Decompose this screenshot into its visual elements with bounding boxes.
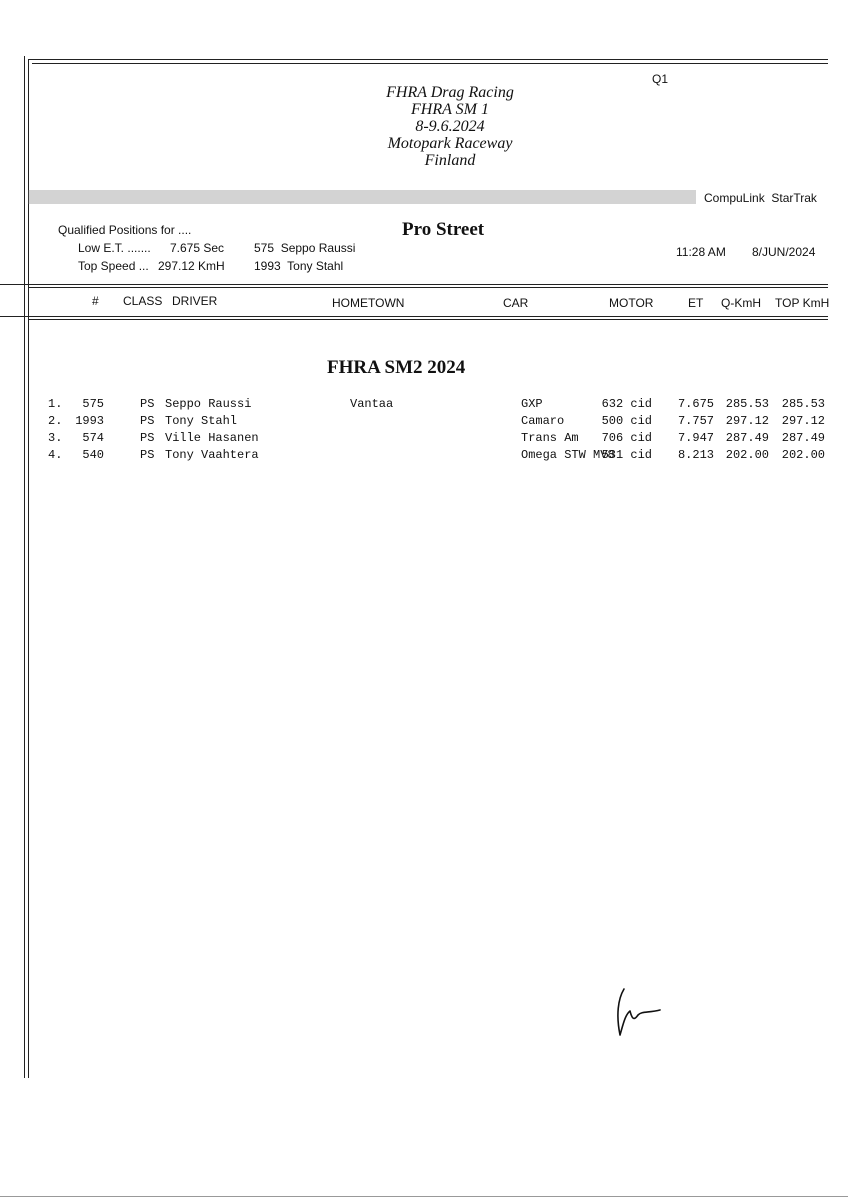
car-model: Omega STW MV8 — [521, 448, 615, 462]
top-speed-holder: 1993 Tony Stahl — [254, 259, 344, 273]
driver-name: Tony Vaahtera — [165, 448, 259, 462]
col-header-top-kmh: TOP KmH — [775, 296, 830, 310]
header-rule-top — [0, 284, 828, 285]
car-number: 1993 — [75, 414, 104, 428]
class-title: Pro Street — [402, 219, 485, 240]
qualifying-speed: 202.00 — [725, 448, 769, 462]
qualifying-speed: 287.49 — [725, 431, 769, 445]
qualifying-speed: 285.53 — [725, 397, 769, 411]
event-venue: Motopark Raceway — [387, 135, 513, 152]
position: 1. — [48, 397, 63, 411]
event-title-block — [300, 84, 600, 169]
driver-name: Tony Stahl — [165, 414, 238, 428]
position: 3. — [48, 431, 63, 445]
section-title: FHRA SM2 2024 — [327, 357, 466, 378]
class-code: PS — [140, 431, 155, 445]
motor: 632 cid — [601, 397, 652, 411]
top-speed: 297.12 — [781, 414, 825, 428]
top-speed: 287.49 — [781, 431, 825, 445]
session-label: Q1 — [652, 72, 669, 86]
top-border — [28, 59, 828, 60]
top-speed: 202.00 — [781, 448, 825, 462]
low-et-label: Low E.T. ....... — [78, 241, 151, 255]
top-speed-label: Top Speed ... — [78, 259, 149, 273]
class-code: PS — [140, 448, 155, 462]
table-row — [0, 431, 848, 449]
col-header-class: CLASS — [123, 294, 163, 308]
motor: 500 cid — [601, 414, 652, 428]
elapsed-time: 7.947 — [677, 431, 714, 445]
col-header-et: ET — [688, 296, 704, 310]
header-rule-bottom-inner — [28, 319, 828, 320]
event-country: Finland — [424, 152, 476, 169]
col-header-motor: MOTOR — [609, 296, 654, 310]
event-series: FHRA SM 1 — [411, 101, 489, 118]
top-speed-value: 297.12 KmH — [158, 259, 225, 273]
col-header-qkmh: Q-KmH — [721, 296, 761, 310]
qualified-heading: Qualified Positions for .... — [58, 223, 192, 237]
col-header-number: # — [92, 294, 99, 308]
class-code: PS — [140, 397, 155, 411]
col-header-car: CAR — [503, 296, 529, 310]
car-model: GXP — [521, 397, 543, 411]
bottom-page-rule — [0, 1196, 848, 1197]
elapsed-time: 8.213 — [677, 448, 714, 462]
driver-name: Ville Hasanen — [165, 431, 259, 445]
driver-name: Seppo Raussi — [165, 397, 252, 411]
motor: 531 cid — [601, 448, 652, 462]
qualifying-speed: 297.12 — [725, 414, 769, 428]
col-header-hometown: HOMETOWN — [332, 296, 405, 310]
car-number: 575 — [82, 397, 104, 411]
top-border-inner — [32, 63, 828, 64]
header-rule-top-inner — [28, 287, 828, 288]
left-border-inner — [28, 59, 29, 1078]
dotted-band — [28, 190, 696, 204]
top-speed: 285.53 — [781, 397, 825, 411]
report-time: 11:28 AM — [676, 245, 726, 259]
elapsed-time: 7.757 — [677, 414, 714, 428]
elapsed-time: 7.675 — [677, 397, 714, 411]
header-rule-bottom — [0, 316, 828, 317]
car-number: 540 — [82, 448, 104, 462]
car-number: 574 — [82, 431, 104, 445]
event-dates: 8-9.6.2024 — [415, 118, 485, 135]
report-date: 8/JUN/2024 — [752, 245, 816, 259]
table-row — [0, 414, 848, 432]
position: 2. — [48, 414, 63, 428]
low-et-value: 7.675 Sec — [170, 241, 225, 255]
col-header-driver: DRIVER — [172, 294, 218, 308]
table-row — [0, 448, 848, 466]
low-et-holder: 575 Seppo Raussi — [254, 241, 356, 255]
event-name: FHRA Drag Racing — [386, 84, 514, 101]
position: 4. — [48, 448, 63, 462]
hometown: Vantaa — [350, 397, 394, 411]
software-brand: CompuLink StarTrak — [704, 191, 817, 205]
car-model: Camaro — [521, 414, 565, 428]
motor: 706 cid — [601, 431, 652, 445]
car-model: Trans Am — [521, 431, 579, 445]
class-code: PS — [140, 414, 155, 428]
table-row — [0, 397, 848, 415]
signature — [610, 985, 670, 1045]
left-border — [24, 56, 25, 1078]
